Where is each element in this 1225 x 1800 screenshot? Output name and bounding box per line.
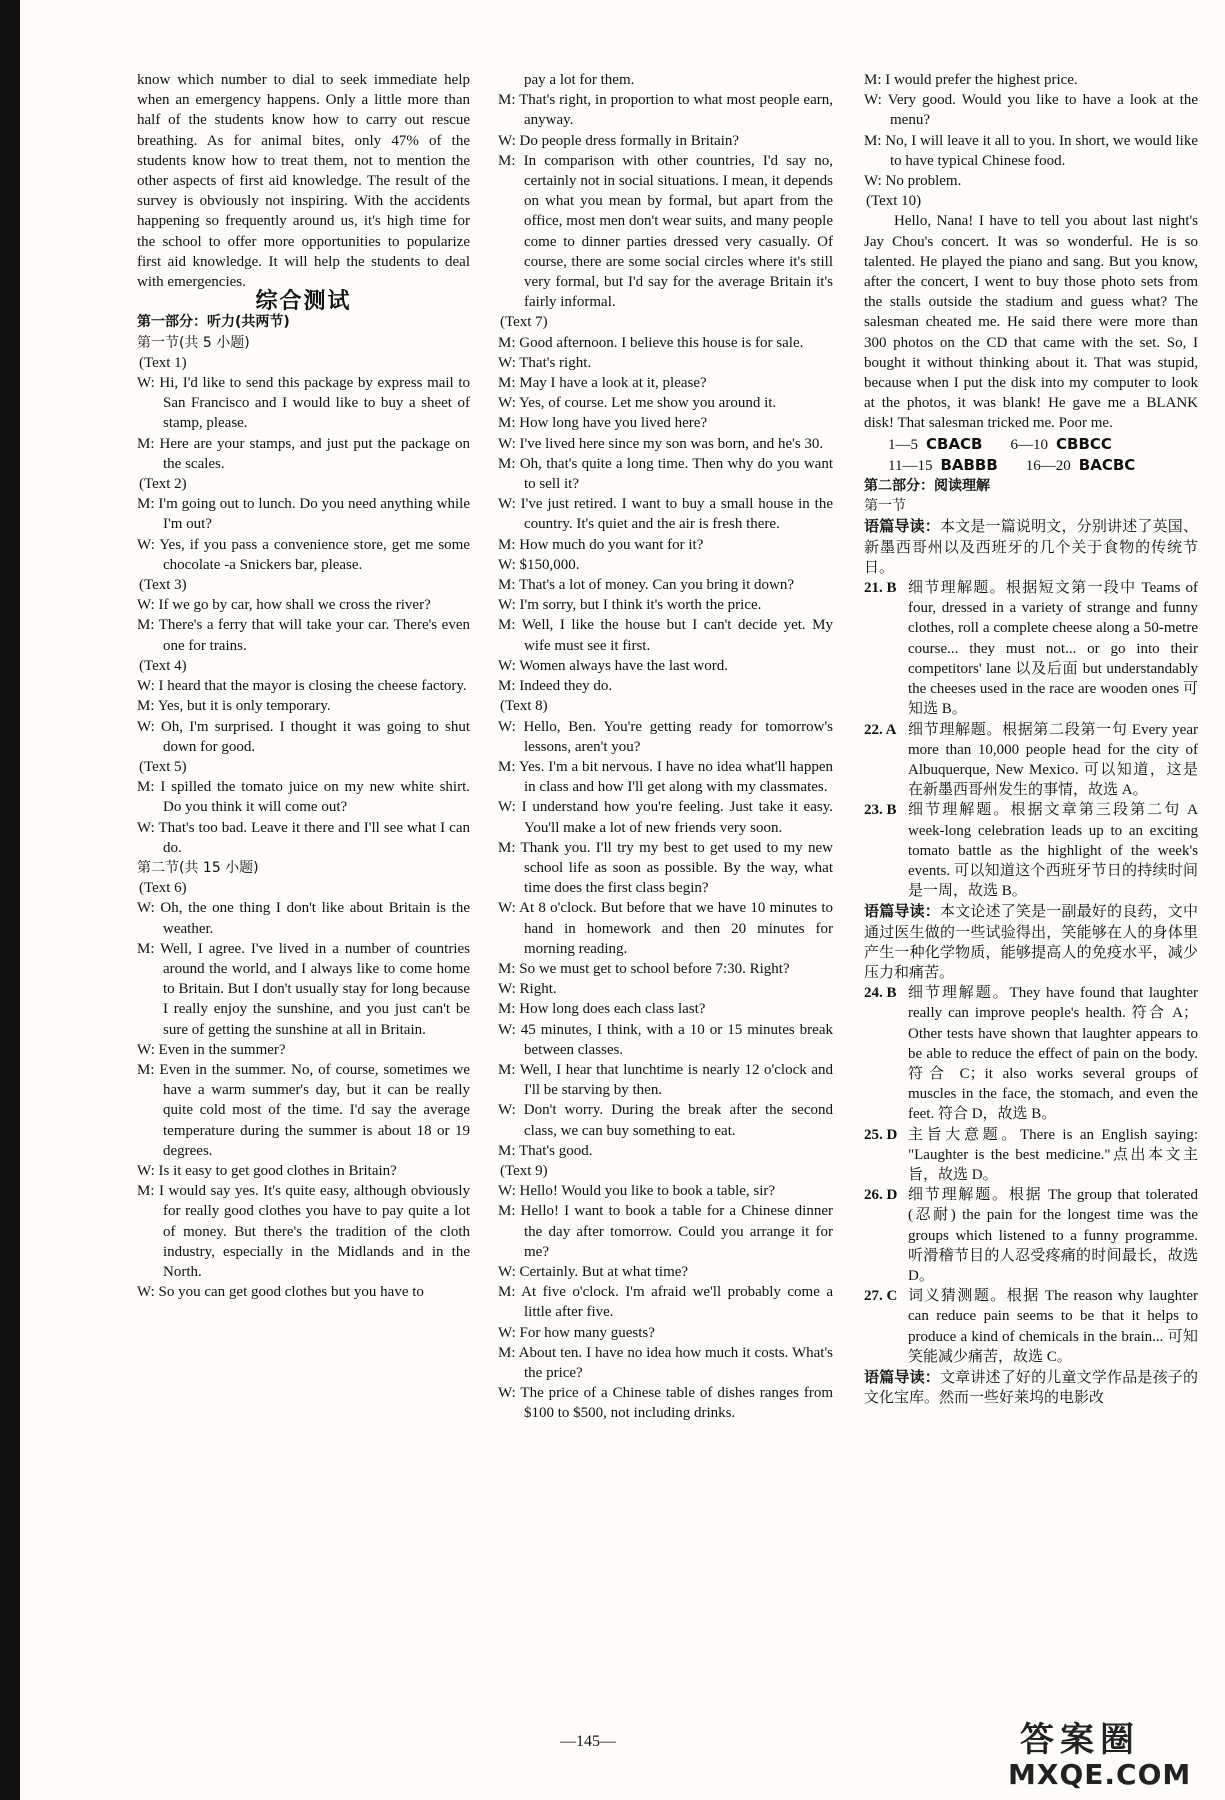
dialogue-line: M: There's a ferry that will take your car. There's even one for trains. bbox=[137, 617, 470, 654]
dialogue-line: W: Yes, of course. Let me show you around it. bbox=[498, 395, 777, 412]
section-heading: 综合测试 bbox=[255, 289, 352, 315]
dialogue-line: M: Here are your stamps, and just put the package on the scales. bbox=[137, 435, 470, 472]
answer-number: 26. D bbox=[864, 1187, 898, 1204]
answer-range: 11—15 bbox=[888, 457, 933, 474]
text-label: (Text 2) bbox=[139, 476, 187, 493]
answer-range: 6—10 bbox=[1010, 436, 1048, 453]
watermark-text: 答案圈 bbox=[1020, 1720, 1140, 1760]
dialogue-line: M: No, I will leave it all to you. In short, we would like to have typical Chinese food. bbox=[864, 132, 1198, 169]
answer-key: BACBC bbox=[1078, 455, 1136, 474]
dialogue-line: M: Hello! I want to book a table for a Chinese dinner the day after tomorrow. Could you arrange it for me? bbox=[498, 1203, 833, 1260]
dialogue-line: W: I've just retired. I want to buy a small house in the country. It's quiet and the air is fresh there. bbox=[498, 496, 833, 533]
dialogue-line: M: I would prefer the highest price. bbox=[864, 72, 1078, 88]
dialogue-line: M: Good afternoon. I believe this house is for sale. bbox=[498, 334, 804, 351]
dialogue-line: W: I've lived here since my son was born, and he's 30. bbox=[498, 435, 824, 452]
dialogue-line: M: How long have you lived here? bbox=[498, 415, 708, 432]
text-label: (Text 5) bbox=[139, 758, 187, 775]
answer-item bbox=[864, 1185, 1198, 1286]
scan-edge bbox=[0, 0, 20, 1800]
dialogue-line: W: The price of a Chinese table of dishes ranges from $100 to $500, not including drinks. bbox=[498, 1385, 833, 1422]
dialogue-line: M: Well, I like the house but I can't decide yet. My wife must see it first. bbox=[498, 617, 833, 654]
answer-key: CBACB bbox=[926, 434, 983, 453]
section-title: 第一节 bbox=[864, 498, 906, 515]
watermark-url: MXQE.COM bbox=[1008, 1758, 1192, 1791]
dialogue-line: W: Hi, I'd like to send this package by express mail to San Francisco and I would like to buy a sheet of stamp, please. bbox=[137, 375, 470, 432]
dialogue-line: M: Yes. I'm a bit nervous. I have no idea what'll happen in class and how I'll get along with my classmates. bbox=[498, 758, 833, 796]
column-2 bbox=[498, 70, 833, 1424]
answer-explanation: 词义猜测题。根据 The reason why laughter can reduce pain seems to be that it helps to produce a kind of chemicals in the brain... 可知笑能减少痛苦，故选 C。 bbox=[908, 1288, 1198, 1365]
dialogue-line: M: Oh, that's quite a long time. Then why do you want to sell it? bbox=[498, 455, 833, 493]
dialogue-line: M: I'm going out to lunch. Do you need anything while I'm out? bbox=[137, 496, 470, 533]
dialogue-line: W: $150,000. bbox=[498, 556, 580, 573]
dialogue-line: M: How much do you want for it? bbox=[498, 536, 704, 553]
dialogue-line: M: Thank you. I'll try my best to get used to my new school life as soon as possible. By the way, what time does the first class begin? bbox=[498, 839, 833, 897]
section-title: 第二节(共 15 小题) bbox=[137, 859, 259, 876]
dialogue-line: M: That's right, in proportion to what most people earn, anyway. bbox=[498, 92, 833, 129]
page-number: —145— bbox=[560, 1733, 616, 1750]
dialogue-line: W: For how many guests? bbox=[498, 1324, 655, 1341]
dialogue-line: W: Hello, Ben. You're getting ready for tomorrow's lessons, aren't you? bbox=[498, 718, 833, 755]
dialogue-line: W: Oh, the one thing I don't like about Britain is the weather. bbox=[137, 900, 470, 937]
dialogue-line: W: I heard that the mayor is closing the cheese factory. bbox=[137, 678, 467, 695]
answer-number: 25. D bbox=[864, 1126, 898, 1143]
text-label: (Text 10) bbox=[866, 193, 922, 210]
answer-explanation: 细节理解题。根据 The group that tolerated (忍耐) the pain for the longest time was the groups which listened to a funny programme. 听滑稽节目的人忍受疼痛的时间最长，故选 D。 bbox=[908, 1187, 1198, 1284]
answer-number: 27. C bbox=[864, 1288, 898, 1305]
guide-label: 语篇导读： bbox=[864, 1368, 940, 1386]
text-label: (Text 7) bbox=[500, 314, 548, 331]
answer-explanation: 主旨大意题。There is an English saying: "Laughter is the best medicine."点出本文主旨，故选 D。 bbox=[908, 1126, 1198, 1183]
dialogue-line: W: No problem. bbox=[864, 173, 962, 190]
answer-item bbox=[864, 983, 1198, 1124]
dialogue-line: W: Women always have the last word. bbox=[498, 657, 728, 674]
answer-range: 16—20 bbox=[1025, 457, 1071, 474]
dialogue-line: M: Well, I agree. I've lived in a number of countries around the world, and I always like to come home to Britain. But I don't usually stay for long because I really enjoy the sunshine, and you just can't be sure of getting the sunshine at all in Britain. bbox=[137, 940, 470, 1038]
guide-label: 语篇导读： bbox=[864, 517, 940, 536]
answer-item bbox=[864, 800, 1198, 901]
dialogue-line: W: Hello! Would you like to book a table, sir? bbox=[498, 1183, 776, 1200]
dialogue-line: W: That's too bad. Leave it there and I'll see what I can do. bbox=[137, 819, 470, 856]
dialogue-line: W: Yes, if you pass a convenience store, get me some chocolate -a Snickers bar, please. bbox=[137, 536, 470, 573]
dialogue-line: M: Even in the summer. No, of course, sometimes we have a warm summer's day, but it can be really quite cold most of the time. I'd say the average temperature during the summer is about 18 or 19 degrees. bbox=[137, 1061, 470, 1159]
answer-number: 22. A bbox=[864, 721, 897, 738]
answer-range: 1—5 bbox=[888, 436, 918, 453]
answer-explanation: 细节理解题。根据短文第一段中 Teams of four, dressed in a variety of strange and funny clothes, roll a complete cheese along a 50-metre course... they must not... or go into their competitors' lane 以及后面 but understandably the cheeses used in the race are wooden ones 可知选 B。 bbox=[908, 580, 1198, 718]
dialogue-line: M: I would say yes. It's quite easy, although obviously for really good clothes you have to pay quite a lot of money. But there's the tradition of the cloth industry, especially in the Midlands and in the North. bbox=[137, 1183, 470, 1280]
answer-key: CBBCC bbox=[1056, 434, 1112, 453]
passage-guide bbox=[864, 1367, 1198, 1408]
dialogue-line: M: That's a lot of money. Can you bring it down? bbox=[498, 577, 795, 594]
column-1 bbox=[137, 70, 470, 1302]
dialogue-line: W: Even in the summer? bbox=[137, 1041, 286, 1058]
text-label: (Text 1) bbox=[139, 354, 187, 371]
dialogue-line: M: About ten. I have no idea how much it costs. What's the price? bbox=[498, 1344, 833, 1381]
dialogue-line: M: How long does each class last? bbox=[498, 1001, 706, 1018]
answer-item bbox=[864, 1286, 1198, 1367]
dialogue-line: W: 45 minutes, I think, with a 10 or 15 minutes break between classes. bbox=[498, 1021, 833, 1058]
intro-paragraph: know which number to dial to seek immediate help when an emergency happens. Only a little more than half of the students know how to carry out rescue breathing. As for animal bites, only 47% of the students know how to treat them, not to mention the other aspects of first aid knowledge. The result of the survey is obviously not inspiring. With the accidents happening so frequently around us, it's high time for the school to offer more opportunities to popularize first aid knowledge. It will help the students to deal with emergencies. bbox=[137, 72, 470, 291]
answer-explanation: 细节理解题。They have found that laughter really can improve people's health. 符合 A；Other tests have shown that laughter appears to be able to reduce the effect of pain on the body. 符合 C；it also works several groups of muscles in the face, the stomach, and even the feet. 符合 D，故选 B。 bbox=[908, 985, 1198, 1123]
text-label: (Text 9) bbox=[500, 1162, 548, 1179]
answer-row bbox=[864, 434, 1198, 455]
dialogue-line: W: Do people dress formally in Britain? bbox=[498, 132, 740, 149]
dialogue-line: W: So you can get good clothes but you have to bbox=[137, 1284, 424, 1301]
text-label: (Text 4) bbox=[139, 657, 187, 674]
dialogue-line: M: Yes, but it is only temporary. bbox=[137, 698, 331, 715]
text-label: (Text 3) bbox=[139, 577, 187, 594]
guide-text: 文章讲述了好的儿童文学作品是孩子的文化宝库。然而一些好莱坞的电影改 bbox=[864, 1370, 1198, 1407]
dialogue-line: M: So we must get to school before 7:30. Right? bbox=[498, 960, 790, 977]
dialogue-line: W: Oh, I'm surprised. I thought it was going to shut down for good. bbox=[137, 718, 470, 755]
part-title: 第一部分：听力(共两节) bbox=[137, 314, 290, 331]
answer-number: 21. B bbox=[864, 580, 897, 597]
dialogue-line: W: That's right. bbox=[498, 354, 592, 371]
dialogue-line: M: Well, I hear that lunchtime is nearly 12 o'clock and I'll be starving by then. bbox=[498, 1061, 833, 1099]
dialogue-line: W: Certainly. But at what time? bbox=[498, 1263, 689, 1280]
dialogue-line: M: Indeed they do. bbox=[498, 678, 613, 695]
column-3 bbox=[864, 70, 1198, 1408]
dialogue-line: W: I'm sorry, but I think it's worth the price. bbox=[498, 597, 762, 614]
text-label: (Text 6) bbox=[139, 880, 187, 897]
guide-text: 本文是一篇说明文，分别讲述了英国、新墨西哥州以及西班牙的几个关于食物的传统节日。 bbox=[864, 519, 1198, 576]
dialogue-continuation: pay a lot for them. bbox=[524, 72, 635, 88]
dialogue-line: W: Is it easy to get good clothes in Britain? bbox=[137, 1162, 397, 1179]
part-title: 第二部分：阅读理解 bbox=[864, 478, 990, 495]
dialogue-line: M: May I have a look at it, please? bbox=[498, 375, 707, 392]
dialogue-line: M: I spilled the tomato juice on my new white shirt. Do you think it will come out? bbox=[137, 779, 470, 816]
dialogue-line: M: In comparison with other countries, I'd say no, certainly not in social situations. I mean, it depends on what you mean by formal, but apart from the office, most men don't wear suits, and many people come to dinner parties dressed very casually. Of course, there are some social circles where it's still very formal, but I'd say for the average Britain it's fairly informal. bbox=[498, 152, 833, 311]
dialogue-line: W: If we go by car, how shall we cross the river? bbox=[137, 597, 431, 614]
answer-row bbox=[864, 455, 1198, 476]
passage-guide bbox=[864, 901, 1198, 983]
guide-text: 本文论述了笑是一副最好的良药，文中通过医生做的一些试验得出，笑能够在人的身体里产生一种化学物质，能够提高人的免疫水平，减少压力和痛苦。 bbox=[864, 904, 1198, 981]
answer-item bbox=[864, 578, 1198, 719]
dialogue-line: M: At five o'clock. I'm afraid we'll probably come a little after five. bbox=[498, 1284, 833, 1321]
answer-number: 23. B bbox=[864, 802, 897, 819]
answer-explanation: 细节理解题。根据第二段第一句 Every year more than 10,000 people head for the city of Albuquerque, New Mexico. 可以知道，这是在新墨西哥州发生的事情，故选 A。 bbox=[908, 721, 1198, 799]
dialogue-line: W: I understand how you're feeling. Just take it easy. You'll make a lot of new friends very soon. bbox=[498, 799, 833, 836]
guide-label: 语篇导读： bbox=[864, 902, 940, 921]
text-label: (Text 8) bbox=[500, 698, 548, 715]
dialogue-line: W: Don't worry. During the break after the second class, we can buy something to eat. bbox=[498, 1102, 833, 1139]
answer-explanation: 细节理解题。根据文章第三段第二句 A week-long celebration leads up to an exciting tomato battle as the highlight of the week's events. 可以知道这个西班牙节日的持续时间是一周，故选 B。 bbox=[908, 802, 1198, 900]
site-watermark-logo bbox=[1000, 1712, 1218, 1798]
dialogue-line: W: Very good. Would you like to have a look at the menu? bbox=[864, 92, 1198, 129]
dialogue-line: M: That's good. bbox=[498, 1142, 593, 1159]
dialogue-line: W: At 8 o'clock. But before that we have 10 minutes to hand in homework and then 20 minutes for morning reading. bbox=[498, 900, 833, 957]
dialogue-line: W: Right. bbox=[498, 981, 557, 998]
answer-number: 24. B bbox=[864, 985, 897, 1002]
answer-key: BABBB bbox=[940, 455, 998, 474]
answer-item bbox=[864, 1125, 1198, 1186]
monologue-paragraph: Hello, Nana! I have to tell you about last night's Jay Chou's concert. It was so wonderful. He is so talented. He played the piano and sang. But you know, after the concert, I went to buy those photo sets from the stalls outside the stadium and guess what? The salesman cheated me. He said there were more than 300 photos on the CD that came with the set. So, I bought it without thinking about it. That was stupid, because when I put the disk into my computer to look at the photos, it was blank! He gave me a BLANK disk! That salesman tricked me. Poor me. bbox=[864, 213, 1198, 432]
answer-item bbox=[864, 720, 1198, 801]
passage-guide bbox=[864, 516, 1198, 578]
section-title: 第一节(共 5 小题) bbox=[137, 334, 250, 351]
